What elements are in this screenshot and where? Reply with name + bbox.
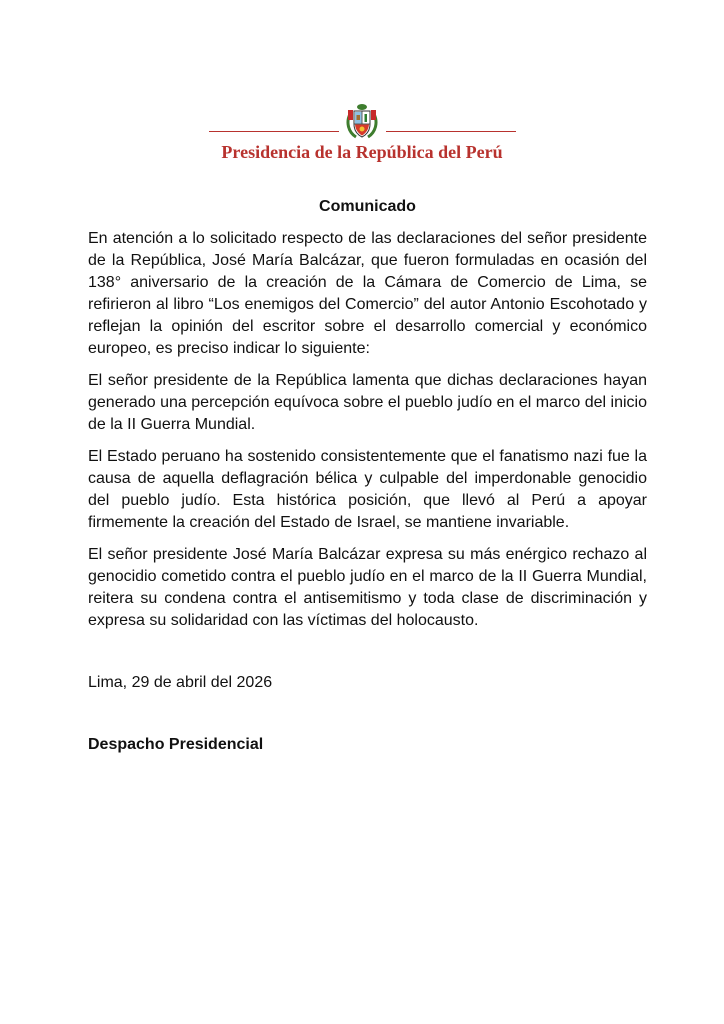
signature: Despacho Presidencial (88, 736, 264, 753)
paragraph-3: El Estado peruano ha sostenido consistentemente que el fanatismo nazi fue la causa de aquella deflagración bélica y culpable del imperdonable genocidio del pueblo judío. Esta histórica posición, que llevó al Perú a apoyar firmemente la creación del Estado de Israel, se mantiene invariable. (88, 448, 647, 531)
letterhead-rule-left (209, 131, 339, 132)
coat-of-arms-icon (342, 102, 382, 142)
paragraph-4: El señor presidente José María Balcázar expresa su más enérgico rechazo al genocidio cometido contra el pueblo judío en el marco de la II Guerra Mundial, reitera su condena contra el antisemitismo y toda clase de discriminación y expresa su solidaridad con las víctimas del holocausto. (88, 546, 647, 629)
document-body (88, 196, 647, 756)
institution-name: Presidencia de la República del Perú (221, 142, 503, 162)
letterhead (0, 100, 724, 170)
paragraph-2: El señor presidente de la República lamenta que dichas declaraciones hayan generado una percepción equívoca sobre el pueblo judío en el marco del inicio de la II Guerra Mundial. (88, 372, 647, 433)
document-title: Comunicado (319, 198, 416, 215)
date-line: Lima, 29 de abril del 2026 (88, 674, 273, 691)
paragraph-1: En atención a lo solicitado respecto de las declaraciones del señor presidente de la República, José María Balcázar, que fueron formuladas en ocasión del 138° aniversario de la creación de la Cámara de Comercio de Lima, se refirieron al libro “Los enemigos del Comercio” del autor Antonio Escohotado y reflejan la opinión del escritor sobre el desarrollo comercial y económico europeo, es preciso indicar lo siguiente: (88, 230, 647, 357)
letterhead-rule-right (386, 131, 516, 132)
